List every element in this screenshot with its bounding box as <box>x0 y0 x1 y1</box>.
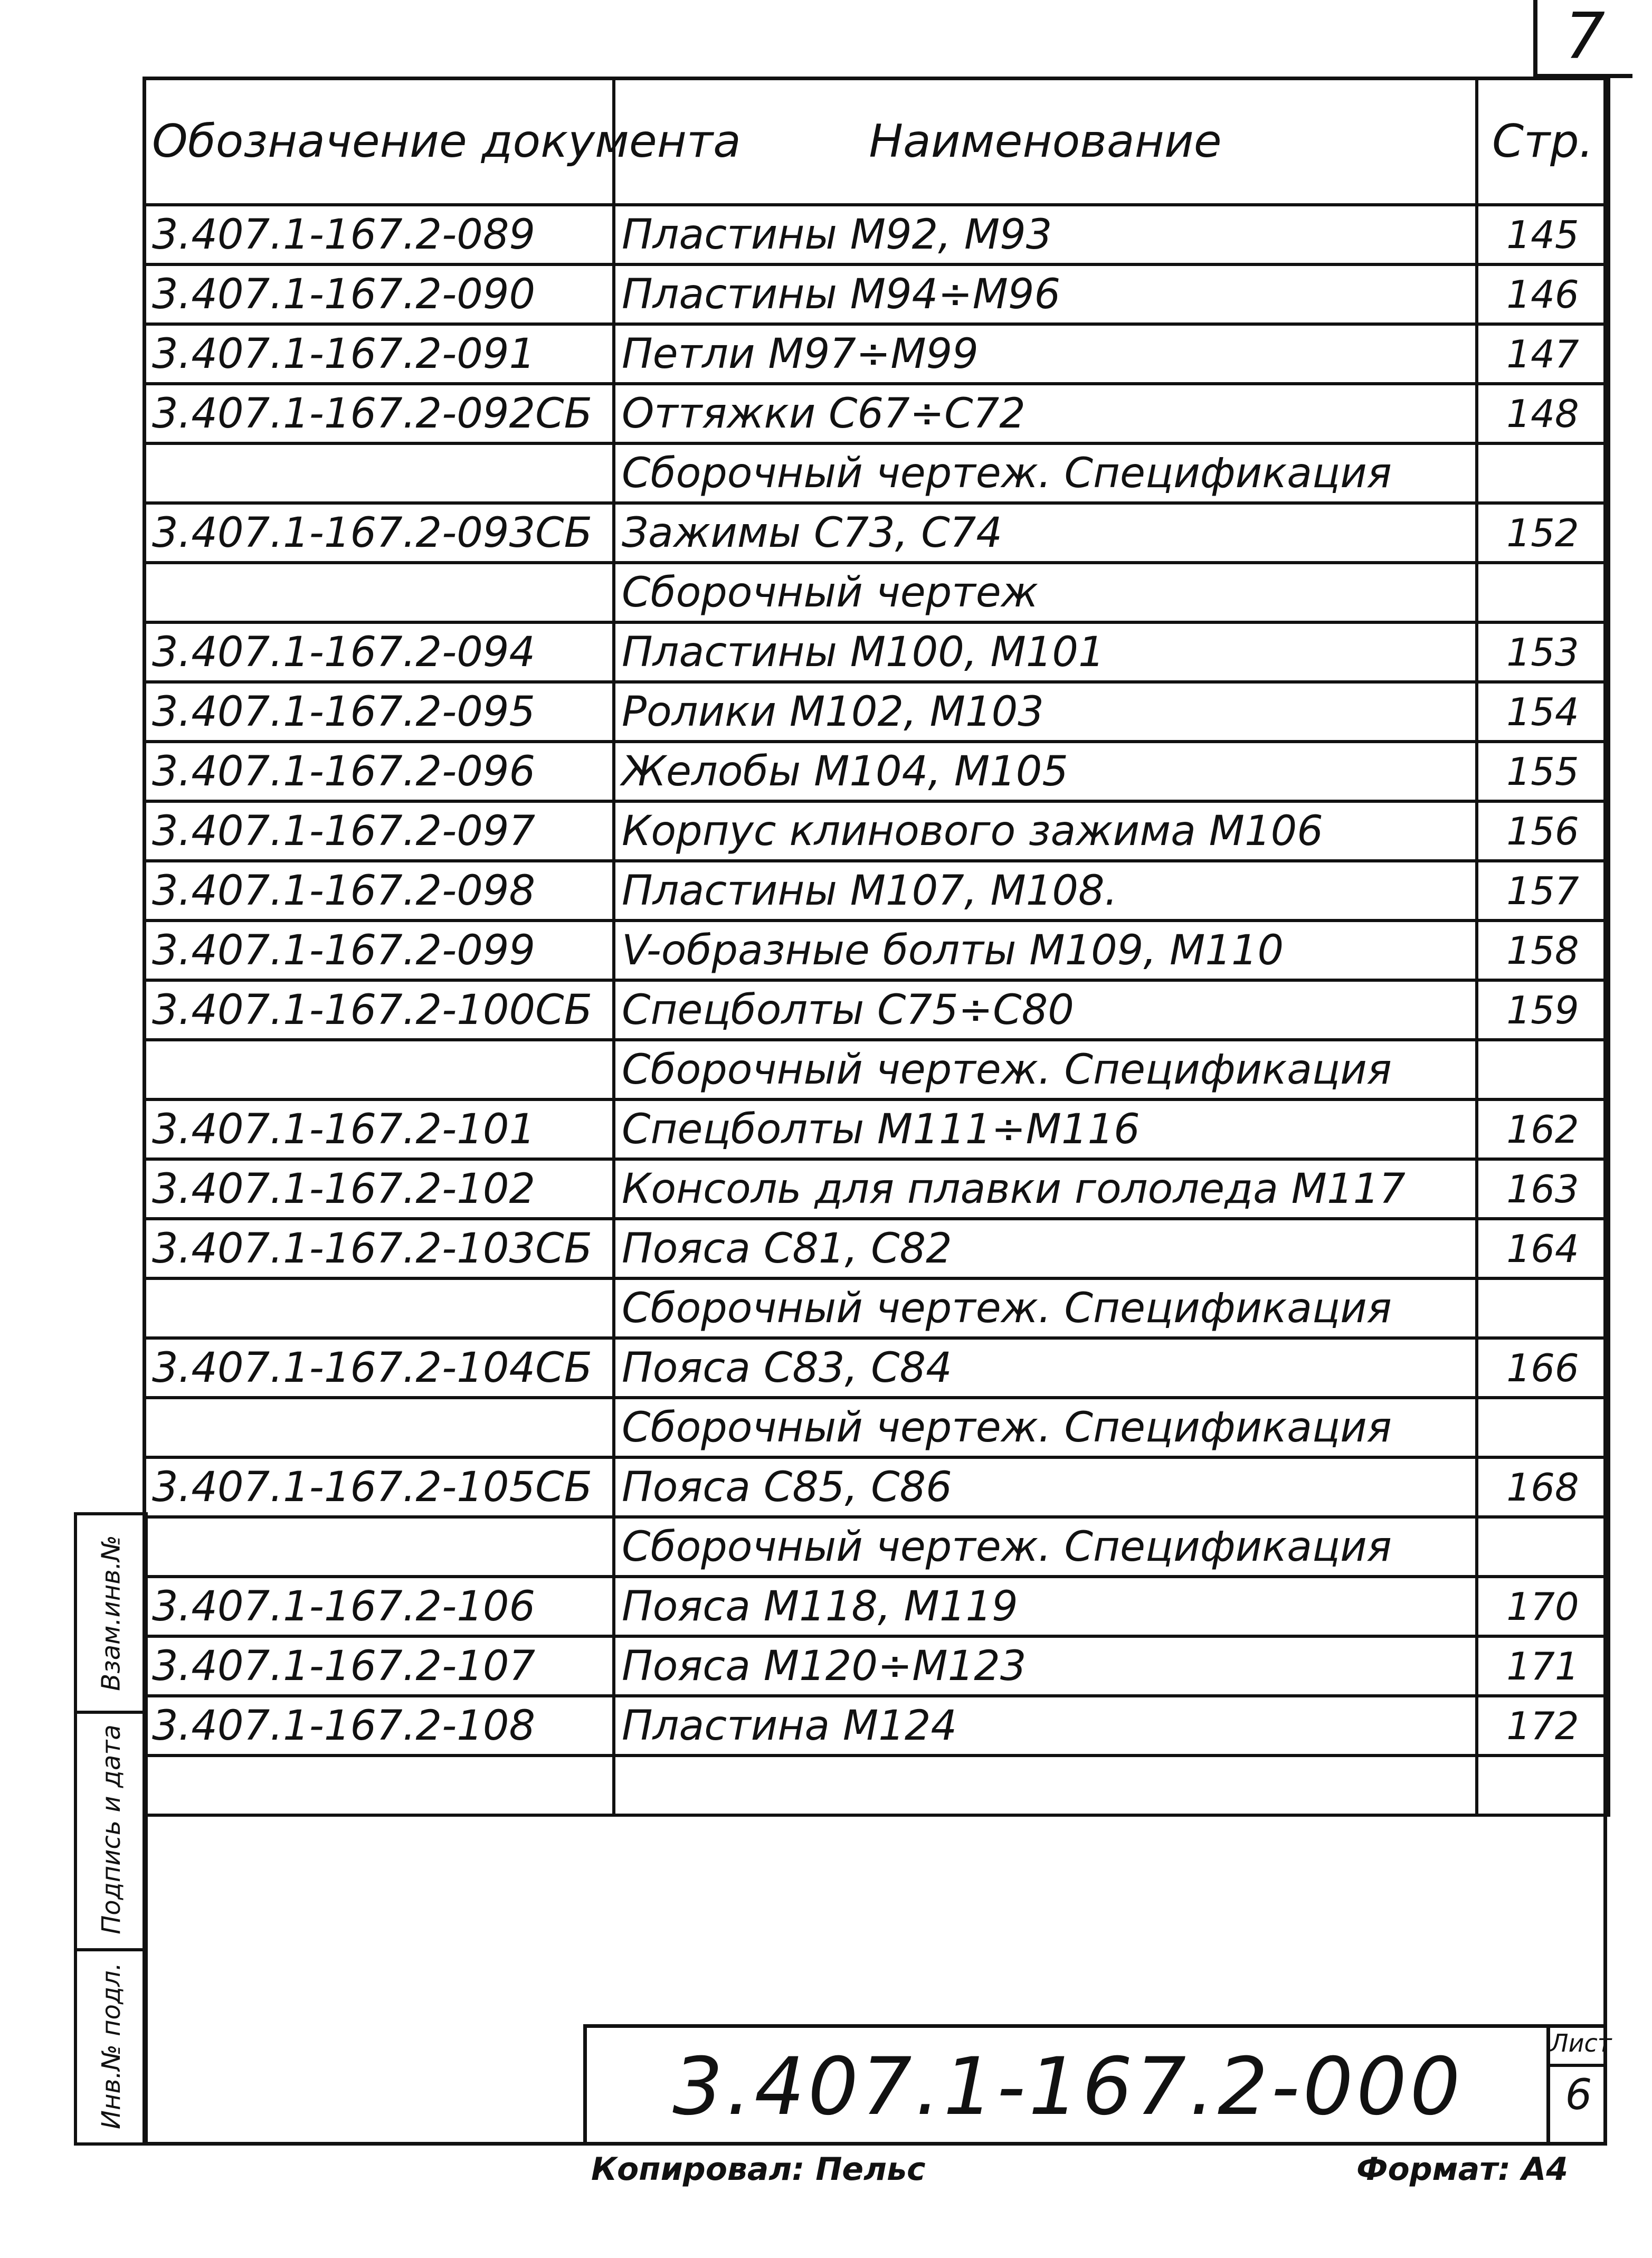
header-name: Наименование <box>614 78 1477 205</box>
row-code: 3.407.1-167.2-108 <box>144 1696 614 1756</box>
table-row <box>144 1457 1609 1517</box>
row-code: 3.407.1-167.2-091 <box>144 324 614 384</box>
page-number: 7 <box>1533 0 1632 78</box>
row-name: Пластина М124 <box>614 1696 1477 1756</box>
table-row <box>144 1338 1609 1398</box>
table-row <box>144 1040 1609 1099</box>
row-page: 157 <box>1477 861 1609 921</box>
table-row <box>144 443 1609 503</box>
row-code <box>144 1756 614 1815</box>
row-page: 155 <box>1477 742 1609 801</box>
row-name: Пластины М94÷М96 <box>614 264 1477 324</box>
row-name: Сборочный чертеж. Спецификация <box>614 1517 1477 1577</box>
row-code: 3.407.1-167.2-100СБ <box>144 980 614 1040</box>
row-name: Пояса М118, М119 <box>614 1577 1477 1636</box>
row-code: 3.407.1-167.2-104СБ <box>144 1338 614 1398</box>
title-block-code <box>583 2024 1549 2146</box>
table-row <box>144 563 1609 622</box>
table-row <box>144 1219 1609 1278</box>
row-name: Ролики М102, М103 <box>614 682 1477 742</box>
table-row <box>144 324 1609 384</box>
header-designation: Обозначение документа <box>144 78 614 205</box>
table-row <box>144 1696 1609 1756</box>
row-page: 162 <box>1477 1099 1609 1159</box>
row-name: Желобы М104, М105 <box>614 742 1477 801</box>
row-code: 3.407.1-167.2-093СБ <box>144 503 614 563</box>
left-stamp-strip <box>74 1512 148 2146</box>
table-row <box>144 742 1609 801</box>
table-row <box>144 622 1609 682</box>
contents-table <box>143 77 1610 1817</box>
row-name: Пояса С85, С86 <box>614 1457 1477 1517</box>
row-page: 159 <box>1477 980 1609 1040</box>
row-code: 3.407.1-167.2-099 <box>144 921 614 980</box>
row-page: 145 <box>1477 205 1609 264</box>
row-code: 3.407.1-167.2-101 <box>144 1099 614 1159</box>
row-code <box>144 443 614 503</box>
row-page: 171 <box>1477 1636 1609 1696</box>
sheet-label: Лист <box>1550 2029 1607 2067</box>
sheet-number: 6 <box>1565 2070 1592 2119</box>
table-row <box>144 1636 1609 1696</box>
row-page: 163 <box>1477 1159 1609 1219</box>
row-page: 168 <box>1477 1457 1609 1517</box>
row-name <box>614 1756 1477 1815</box>
row-code: 3.407.1-167.2-106 <box>144 1577 614 1636</box>
row-name: Петли М97÷М99 <box>614 324 1477 384</box>
row-code: 3.407.1-167.2-102 <box>144 1159 614 1219</box>
row-name: Спецболты М111÷М116 <box>614 1099 1477 1159</box>
table-row <box>144 1517 1609 1577</box>
row-code <box>144 1517 614 1577</box>
row-page <box>1477 563 1609 622</box>
row-name: Сборочный чертеж <box>614 563 1477 622</box>
strip-label-replaces-inv: Взам.инв.№ <box>97 1535 127 1691</box>
row-code: 3.407.1-167.2-097 <box>144 801 614 861</box>
row-code: 3.407.1-167.2-089 <box>144 205 614 264</box>
row-page: 146 <box>1477 264 1609 324</box>
row-page <box>1477 443 1609 503</box>
row-page <box>1477 1517 1609 1577</box>
row-page: 166 <box>1477 1338 1609 1398</box>
strip-label-signature-date: Подпись и дата <box>97 1724 126 1934</box>
row-name: Оттяжки С67÷С72 <box>614 384 1477 443</box>
row-page: 154 <box>1477 682 1609 742</box>
title-block-sheet <box>1546 2024 1612 2146</box>
row-name: V-образные болты М109, М110 <box>614 921 1477 980</box>
table-row <box>144 682 1609 742</box>
row-page: 152 <box>1477 503 1609 563</box>
table-row <box>144 1577 1609 1636</box>
row-code: 3.407.1-167.2-107 <box>144 1636 614 1696</box>
row-page <box>1477 1756 1609 1815</box>
row-code <box>144 1278 614 1338</box>
row-name: Пластины М107, М108. <box>614 861 1477 921</box>
row-code: 3.407.1-167.2-096 <box>144 742 614 801</box>
row-code <box>144 1040 614 1099</box>
row-code: 3.407.1-167.2-103СБ <box>144 1219 614 1278</box>
row-code: 3.407.1-167.2-098 <box>144 861 614 921</box>
table-row <box>144 921 1609 980</box>
row-name: Консоль для плавки гололеда М117 <box>614 1159 1477 1219</box>
row-page: 147 <box>1477 324 1609 384</box>
row-code <box>144 1398 614 1457</box>
row-page <box>1477 1040 1609 1099</box>
table-row <box>144 503 1609 563</box>
row-name: Сборочный чертеж. Спецификация <box>614 1398 1477 1457</box>
row-page: 156 <box>1477 801 1609 861</box>
row-page: 153 <box>1477 622 1609 682</box>
table-row <box>144 205 1609 264</box>
table-row <box>144 1398 1609 1457</box>
row-name: Сборочный чертеж. Спецификация <box>614 443 1477 503</box>
row-code: 3.407.1-167.2-105СБ <box>144 1457 614 1517</box>
row-name: Корпус клинового зажима М106 <box>614 801 1477 861</box>
table-row <box>144 264 1609 324</box>
row-code <box>144 563 614 622</box>
table-row <box>144 1278 1609 1338</box>
row-page <box>1477 1398 1609 1457</box>
row-code: 3.407.1-167.2-094 <box>144 622 614 682</box>
row-name: Пластины М92, М93 <box>614 205 1477 264</box>
row-name: Сборочный чертеж. Спецификация <box>614 1040 1477 1099</box>
row-name: Пояса С83, С84 <box>614 1338 1477 1398</box>
table-row <box>144 861 1609 921</box>
row-name: Спецболты С75÷С80 <box>614 980 1477 1040</box>
table-row <box>144 801 1609 861</box>
table-header-row <box>144 78 1609 205</box>
row-code: 3.407.1-167.2-090 <box>144 264 614 324</box>
row-name: Пояса С81, С82 <box>614 1219 1477 1278</box>
table-row <box>144 1099 1609 1159</box>
row-page: 172 <box>1477 1696 1609 1756</box>
row-page: 164 <box>1477 1219 1609 1278</box>
row-page: 158 <box>1477 921 1609 980</box>
row-name: Сборочный чертеж. Спецификация <box>614 1278 1477 1338</box>
table-row <box>144 1756 1609 1815</box>
row-page <box>1477 1278 1609 1338</box>
row-name: Пояса М120÷М123 <box>614 1636 1477 1696</box>
format-label: Формат: А4 <box>1356 2151 1569 2188</box>
row-page: 148 <box>1477 384 1609 443</box>
row-name: Пластины М100, М101 <box>614 622 1477 682</box>
row-code: 3.407.1-167.2-095 <box>144 682 614 742</box>
header-page: Стр. <box>1477 78 1609 205</box>
document-code: 3.407.1-167.2-000 <box>672 2041 1464 2133</box>
table-row <box>144 980 1609 1040</box>
table-row <box>144 384 1609 443</box>
row-page: 170 <box>1477 1577 1609 1636</box>
table-row <box>144 1159 1609 1219</box>
row-code: 3.407.1-167.2-092СБ <box>144 384 614 443</box>
copied-by: Копировал: Пельс <box>591 2151 926 2188</box>
row-name: Зажимы С73, С74 <box>614 503 1477 563</box>
strip-label-inv-orig: Инв.№ подл. <box>97 1962 127 2129</box>
